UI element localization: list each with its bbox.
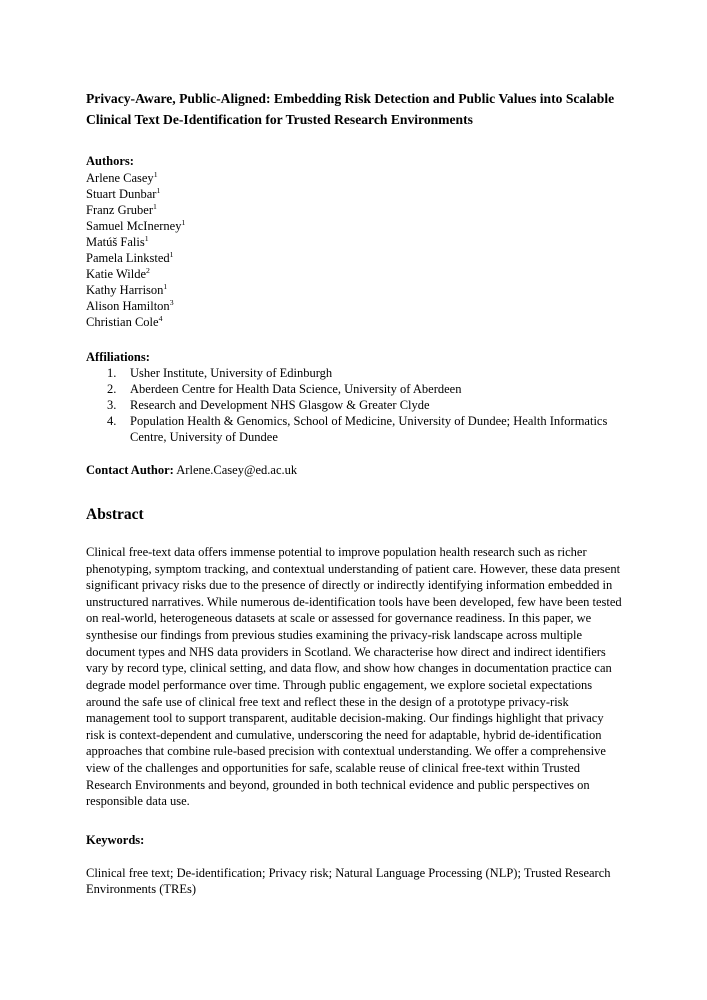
author-name: Pamela Linksted: [86, 250, 170, 265]
author-name: Matúš Falis: [86, 234, 145, 249]
author-affiliation-marker: 2: [146, 265, 150, 275]
affiliation-text: Aberdeen Centre for Health Data Science, University of Aberdeen: [130, 382, 462, 397]
author-name: Christian Cole: [86, 314, 159, 329]
affiliation-number: 2.: [107, 382, 117, 397]
affiliation-text: Research and Development NHS Glasgow & Greater Clyde: [130, 398, 430, 413]
affiliations-heading: Affiliations:: [86, 349, 150, 364]
keywords-text: Clinical free text; De-identification; Privacy risk; Natural Language Processing (NLP); Trusted Research Environments (TREs): [86, 865, 611, 897]
author-line: [86, 266, 622, 282]
affiliation-text: Population Health & Genomics, School of Medicine, University of Dundee; Health Informatics Centre, University of Dundee: [130, 414, 608, 445]
author-affiliation-marker: 1: [153, 201, 157, 211]
author-name: Katie Wilde: [86, 266, 147, 281]
affiliation-number: 4.: [107, 414, 117, 429]
author-line: [86, 314, 622, 330]
author-affiliation-marker: 4: [158, 313, 163, 323]
author-affiliation-marker: 1: [181, 217, 186, 227]
author-line: [86, 234, 622, 250]
affiliation-list: [107, 365, 622, 445]
affiliation-item: [107, 397, 622, 413]
contact-author-email: Arlene.Casey@ed.ac.uk: [176, 463, 298, 478]
author-name: Samuel McInerney: [86, 218, 182, 233]
affiliation-number: 1.: [107, 366, 117, 381]
author-name: Stuart Dunbar: [86, 186, 157, 201]
author-name: Alison Hamilton: [86, 298, 170, 313]
author-line: [86, 170, 622, 186]
keywords-heading: Keywords:: [86, 832, 145, 847]
author-line: [86, 250, 622, 266]
author-affiliation-marker: 1: [169, 249, 174, 259]
author-affiliation-marker: 1: [163, 281, 168, 291]
contact-author-line: [86, 462, 622, 479]
authors-heading: Authors:: [86, 154, 134, 169]
author-line: [86, 202, 622, 218]
author-list: [86, 170, 622, 330]
affiliation-text: Usher Institute, University of Edinburgh: [130, 366, 333, 381]
abstract-text: Clinical free-text data offers immense potential to improve population health research such as richer phenotyping, symptom tracking, and contextual understanding of patient care. However, these data present significant privacy risks due to the presence of directly or indirectly identifying information embedded in unstructured narratives. While numerous de-identification tools have been developed, few have been tested on real-world, heterogeneous datasets at scale or assessed for governance readiness. In this paper, we synthesise our findings from previous studies examining the privacy-risk landscape across multiple document types and NHS data providers in Scotland. We characterise how direct and indirect identifiers vary by record type, clinical setting, and data flow, and show how changes in documentation practice can degrade model performance over time. Through public engagement, we explore societal expectations around the safe use of clinical free text and reflect these in the design of a prototype privacy-risk management tool to support transparent, auditable decision-making. Our findings highlight that privacy risk is context-dependent and cumulative, underscoring the need for adaptable, hybrid de-identification approaches that combine rule-based precision with contextual understanding. We offer a comprehensive view of the challenges and opportunities for safe, scalable reuse of clinical free-text within Trusted Research Environments and beyond, grounded in both technical evidence and public perspectives on responsible data use.: [86, 544, 622, 809]
author-line: [86, 186, 622, 202]
author-name: Arlene Casey: [86, 170, 154, 185]
author-affiliation-marker: 3: [169, 297, 174, 307]
affiliations-section: [86, 349, 622, 446]
author-name: Franz Gruber: [86, 202, 153, 217]
author-line: [86, 298, 622, 314]
author-line: [86, 282, 622, 298]
affiliation-item: [107, 381, 622, 397]
author-affiliation-marker: 1: [144, 233, 149, 243]
abstract-heading: Abstract: [86, 506, 144, 523]
author-affiliation-marker: 1: [153, 169, 158, 179]
author-name: Kathy Harrison: [86, 282, 164, 297]
affiliation-item: [107, 365, 622, 381]
author-affiliation-marker: 1: [156, 185, 161, 195]
author-line: [86, 218, 622, 234]
paper-title: Privacy-Aware, Public-Aligned: Embedding Risk Detection and Public Values into Scalable Clinical Text De-Identification for Trusted Research Environments: [86, 91, 615, 128]
affiliation-item: [107, 413, 622, 445]
affiliation-number: 3.: [107, 398, 117, 413]
contact-author-label: Contact Author:: [86, 463, 174, 478]
